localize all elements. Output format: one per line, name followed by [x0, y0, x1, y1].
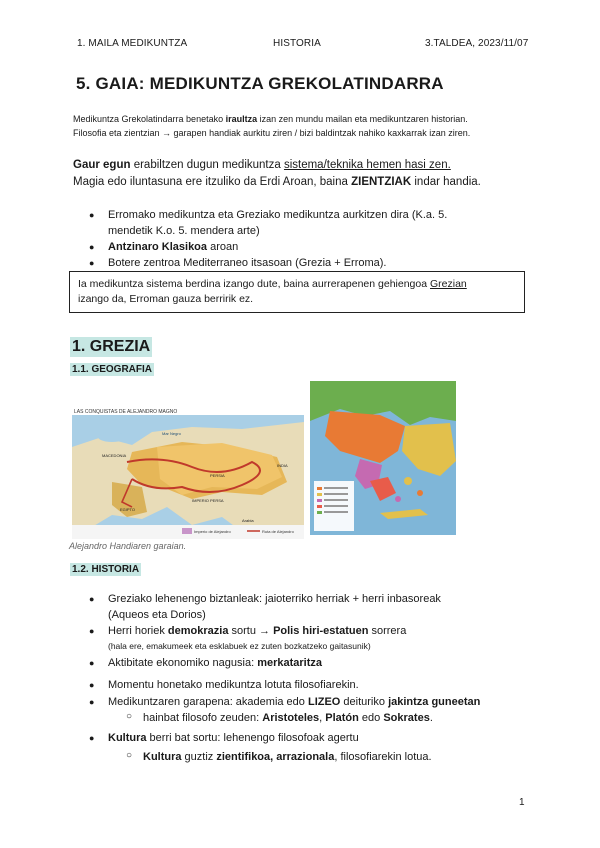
- list-item: Herri horiek demokrazia sortu → Polis hiri-estatuen sorrera: [108, 625, 407, 637]
- section-heading-grezia: 1. GREZIA: [72, 338, 151, 355]
- bullet-dot: ●: [89, 658, 95, 668]
- bullet-dot: ●: [89, 733, 95, 743]
- sub-bullet-circle: ○: [126, 711, 133, 722]
- header-center: HISTORIA: [273, 38, 321, 49]
- map1-label: Arabia: [242, 518, 254, 523]
- map1-label: IMPERIO PERSA: [192, 498, 224, 503]
- sub-list-item: Kultura guztiz zientifikoa, arrazionala, filosofiarekin lotua.: [143, 751, 432, 763]
- list-item: Greziako lehenengo biztanleak: jaioterriko herriak + herri inbasoreak: [108, 593, 441, 605]
- list-item: Kultura berri bat sortu: lehenengo filosofoak agertu: [108, 732, 359, 744]
- bullet-dot: ●: [89, 242, 95, 252]
- list-item-continuation: (Aqueos eta Dorios): [108, 609, 206, 621]
- bullet-dot: ●: [89, 210, 95, 220]
- header-left: 1. MAILA MEDIKUNTZA: [77, 38, 188, 49]
- list-item: Medikuntzaren garapena: akademia edo LIZEO deituriko jakintza guneetan: [108, 696, 481, 708]
- list-item: Antzinaro Klasikoa aroan: [108, 241, 239, 253]
- list-item-continuation: mendetik K.o. 5. mendera arte): [108, 225, 260, 237]
- map1-label: EGIPTO: [120, 507, 136, 512]
- map1-label: Mar Negro: [162, 431, 181, 436]
- lead-line-2: Magia edo iluntasuna ere itzuliko da Erdi Aroan, baina ZIENTZIAK indar handia.: [73, 176, 481, 188]
- lead-line-1: Gaur egun erabiltzen dugun medikuntza sistema/teknika hemen hasi zen.: [73, 159, 451, 171]
- sub-bullet-circle: ○: [126, 750, 133, 761]
- alexander-conquest-map: [72, 407, 304, 539]
- sub-list-item: hainbat filosofo zeuden: Aristoteles, Platón edo Sokrates.: [143, 712, 433, 724]
- bullet-dot: ●: [89, 594, 95, 604]
- note-line-1: Ia medikuntza sistema berdina izango dute, baina aurrerapenen gehiengoa Grezian: [78, 278, 467, 290]
- subsection-heading-geografia: 1.1. GEOGRAFIA: [72, 364, 153, 375]
- map1-title: LAS CONQUISTAS DE ALEJANDRO MAGNO: [74, 409, 178, 415]
- list-item: Momentu honetako medikuntza lotuta filosofiarekin.: [108, 679, 359, 691]
- bullet-dot: ●: [89, 697, 95, 707]
- header-right: 3.TALDEA, 2023/11/07: [425, 38, 529, 49]
- list-item: Botere zentroa Mediterraneo itsasoan (Grezia + Erroma).: [108, 257, 387, 269]
- note-box: [69, 271, 525, 313]
- map1-legend-route: Ruta de Alejandro: [262, 529, 294, 534]
- bullet-dot: ●: [89, 258, 95, 268]
- intro-line-2: Filosofia eta zientzian → garapen handiak aurkitu ziren / bizi baldintzak nahiko kaxkarrak izan ziren.: [73, 128, 471, 138]
- list-item-note: (hala ere, emakumeek eta esklabuek ez zuten bozkatzeko gaitasunik): [108, 641, 371, 651]
- map1-legend-empire: Imperio de Alejandro: [194, 529, 231, 534]
- map1-label: INDIA: [277, 463, 288, 468]
- intro-line-1: Medikuntza Grekolatindarra benetako iraultza izan zen mundu mailan eta medikuntzaren historian.: [73, 114, 468, 124]
- map-caption: Alejandro Handiaren garaian.: [69, 541, 187, 551]
- map1-label: PERSIA: [210, 473, 225, 478]
- page-number: 1: [519, 797, 525, 808]
- list-item: Aktibitate ekonomiko nagusia: merkataritza: [108, 657, 323, 669]
- bullet-dot: ●: [89, 626, 95, 636]
- bullet-dot: ●: [89, 680, 95, 690]
- subsection-heading-historia: 1.2. HISTORIA: [72, 564, 140, 575]
- greece-map: [310, 381, 456, 535]
- page-title: 5. GAIA: MEDIKUNTZA GREKOLATINDARRA: [76, 74, 444, 93]
- list-item: Erromako medikuntza eta Greziako medikuntza aurkitzen dira (K.a. 5.: [108, 209, 448, 221]
- note-line-2: izango da, Erroman gauza berririk ez.: [78, 293, 254, 305]
- map1-label: MACEDONIA: [102, 453, 127, 458]
